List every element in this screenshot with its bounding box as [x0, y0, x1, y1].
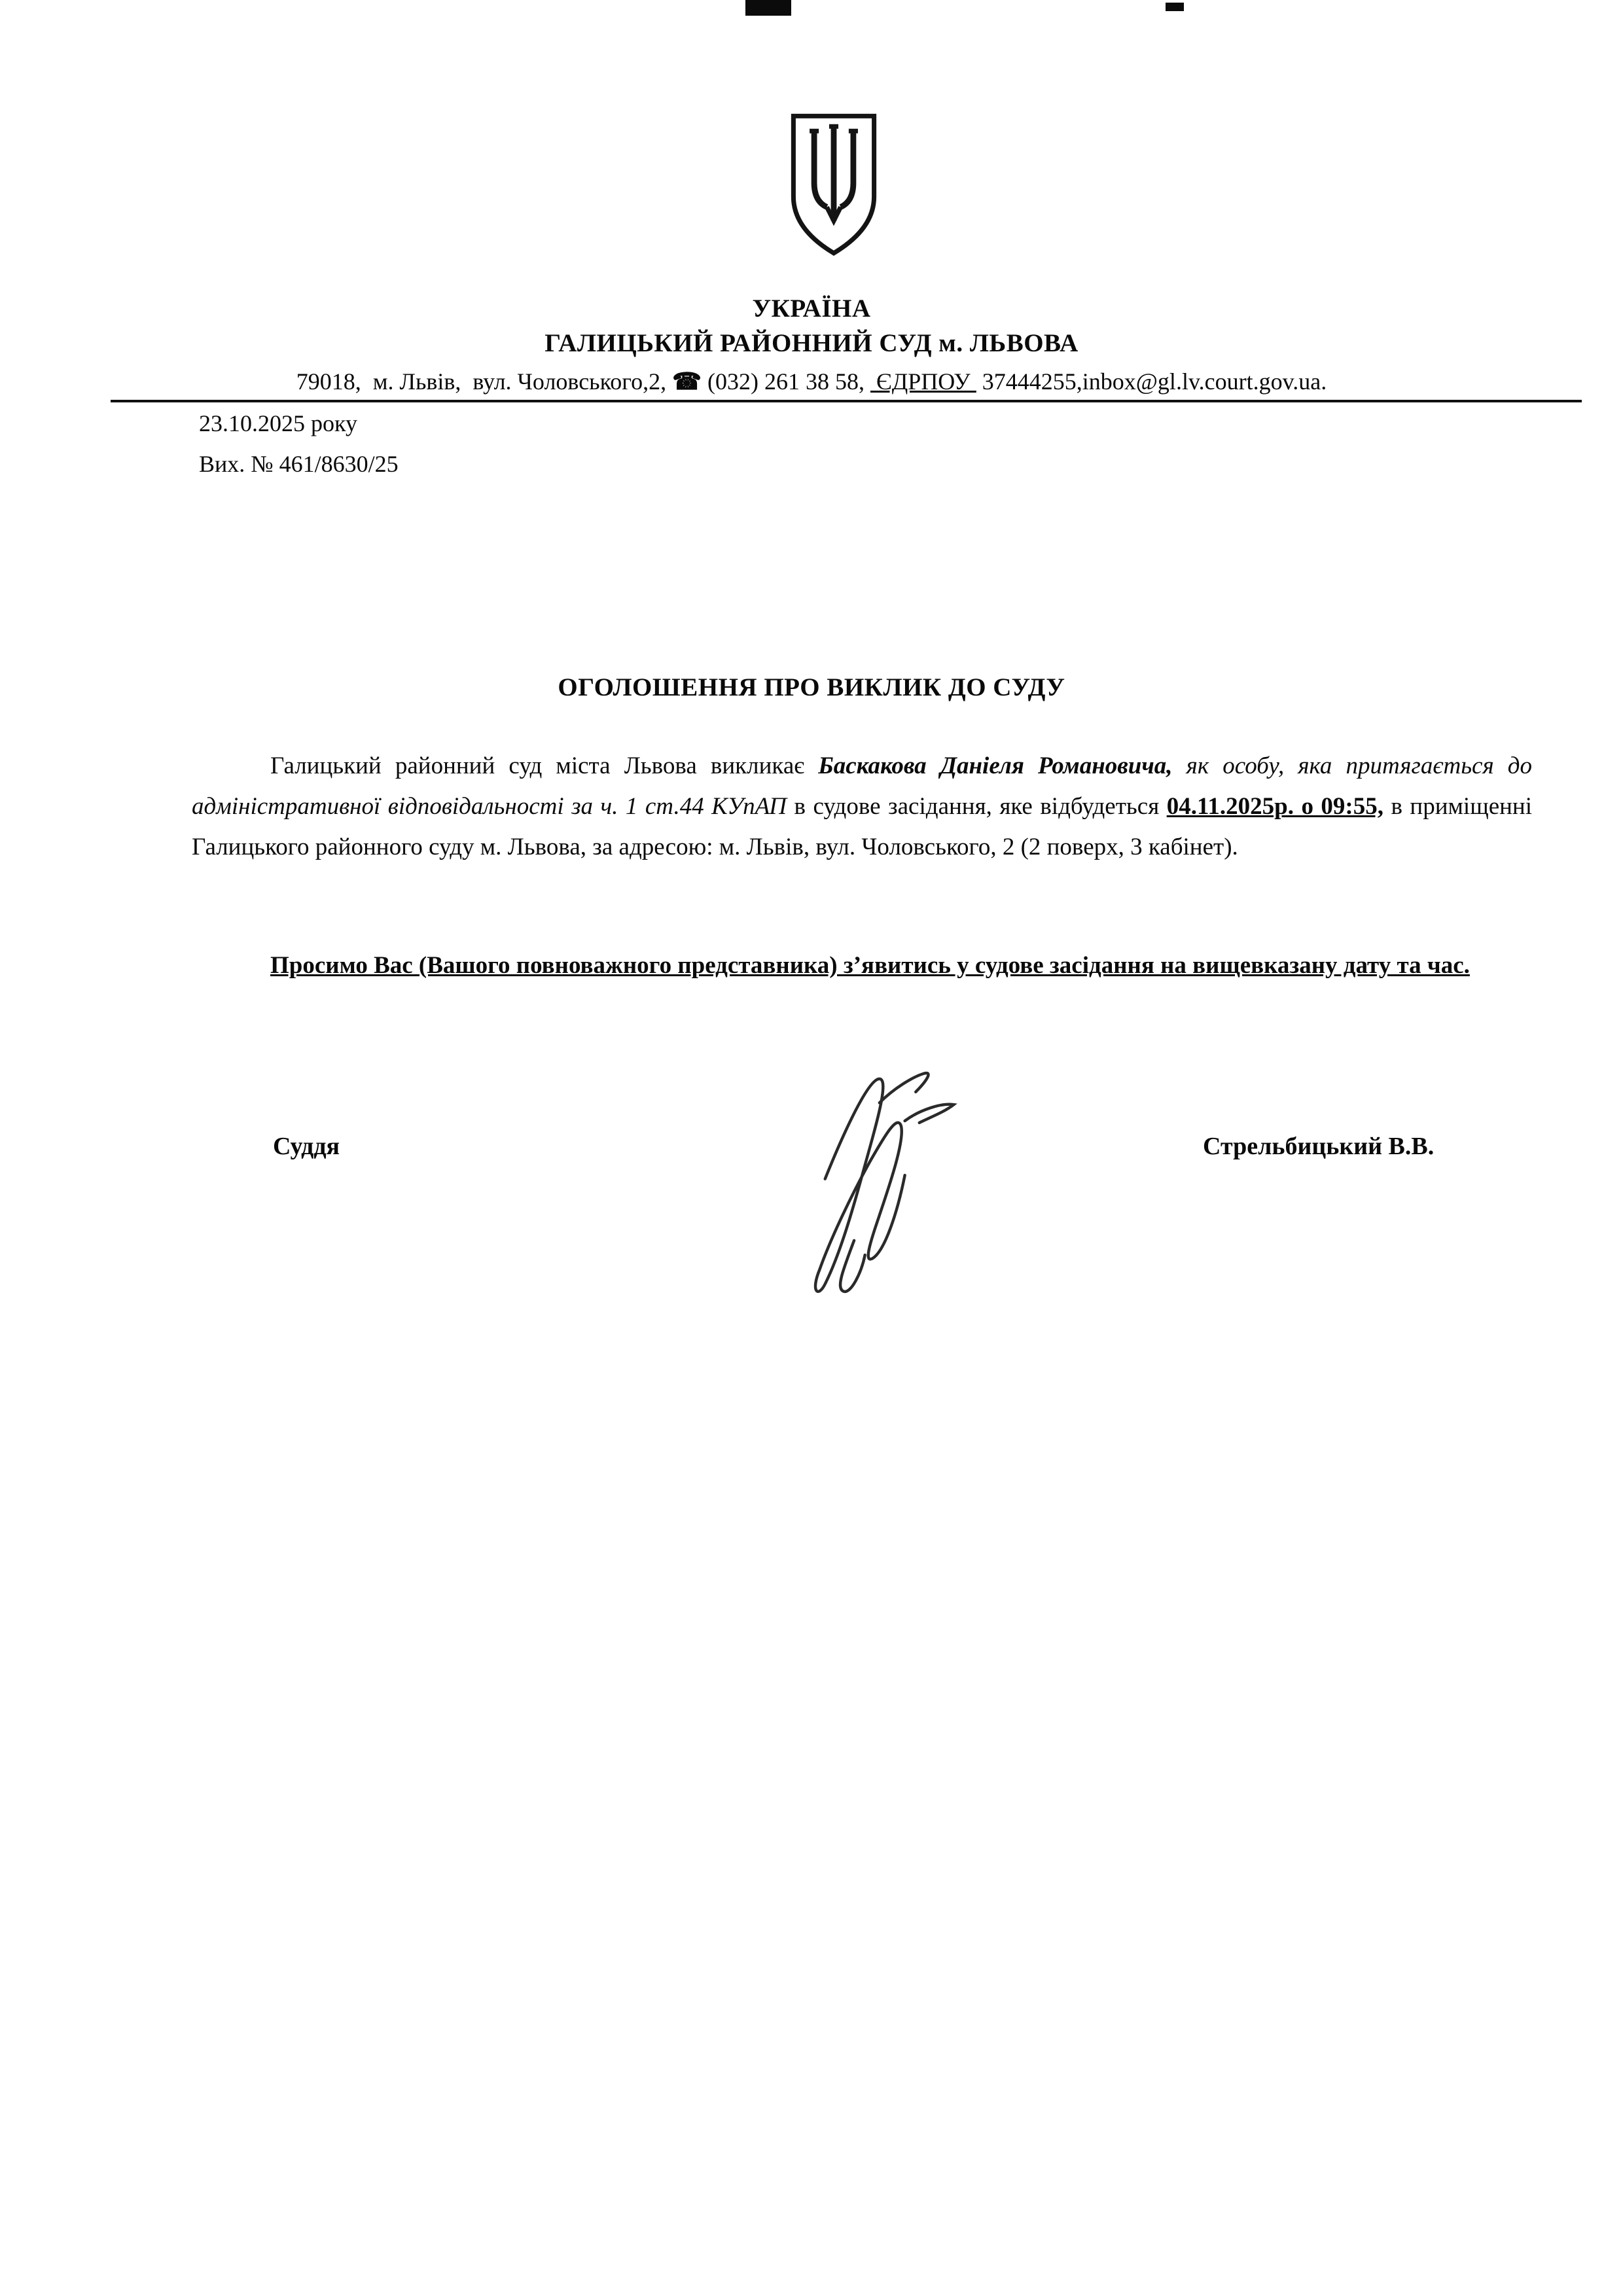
document-title: ОГОЛОШЕННЯ ПРО ВИКЛИК ДО СУДУ: [558, 673, 1065, 701]
appearance-request-text: Просимо Вас (Вашого повноважного представника) з’явитись у судове засідання на вищевказану дату та час.: [270, 952, 1470, 979]
country-name: УКРАЇНА: [752, 294, 871, 323]
summoned-person-name: Баскакова Даніеля Романовича,: [818, 752, 1173, 779]
scan-artifact-mark: [1166, 3, 1184, 11]
edrpou-label: ЄДРПОУ: [870, 368, 976, 395]
summons-intro: Галицький районний суд міста Львова викликає: [270, 752, 819, 779]
appearance-request-paragraph: [192, 945, 1532, 986]
court-email: inbox@gl.lv.court.gov.ua.: [1082, 368, 1327, 395]
court-address-line: [0, 368, 1623, 395]
handwritten-signature-icon: [762, 1067, 978, 1302]
judge-name: Стрельбицький В.В.: [1203, 1133, 1435, 1160]
summons-status-clause: як особу, яка притягається до адміністративної відповідальності за ч. 1 ст.44 КУпАП: [192, 752, 1532, 820]
edrpou-number: 37444255,: [976, 368, 1082, 395]
document-date: 23.10.2025 року: [199, 410, 357, 436]
court-name: ГАЛИЦЬКИЙ РАЙОННИЙ СУД м. ЛЬВОВА: [544, 329, 1079, 357]
ukraine-trident-emblem-icon: [776, 108, 891, 262]
summons-paragraph: [192, 746, 1532, 868]
summons-middle: в судове засідання, яке відбудеться: [787, 793, 1167, 820]
scan-artifact-mark: [745, 0, 791, 16]
court-phone: (032) 261 38 58,: [701, 368, 870, 395]
outgoing-ref-number: Вих. № 461/8630/25: [199, 451, 399, 477]
hearing-datetime: 04.11.2025р. о 09:55,: [1166, 793, 1383, 820]
summons-location: в приміщенні Галицького районного суду м. Львова, за адресою: м. Львів, вул. Чоловського, 2 (2 поверх, 3 кабінет).: [192, 793, 1533, 860]
phone-icon: ☎: [672, 368, 702, 395]
judge-role-label: Суддя: [273, 1133, 340, 1160]
court-postal-address: 79018, м. Львів, вул. Чоловського,2,: [296, 368, 673, 395]
header-divider-rule: [111, 400, 1582, 402]
